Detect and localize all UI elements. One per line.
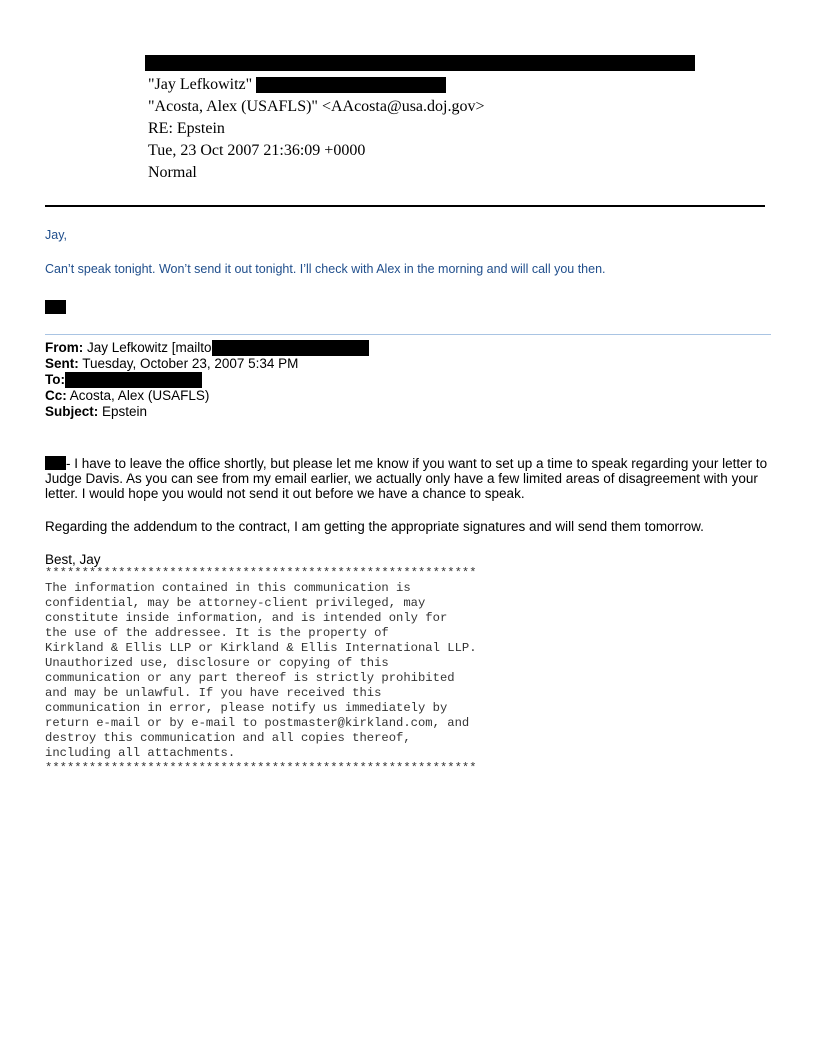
redaction-block: [256, 77, 446, 93]
header-importance-value: Normal: [148, 164, 197, 181]
forwarded-subject-label: Subject:: [45, 404, 99, 419]
signoff: Best, Jay: [45, 552, 101, 567]
forwarded-sent-value: Tuesday, October 23, 2007 5:34 PM: [82, 356, 299, 371]
forwarded-to-label: To:: [45, 372, 65, 387]
forwarded-divider: [45, 334, 771, 335]
forwarded-cc-value: Acosta, Alex (USAFLS): [69, 388, 210, 403]
header-cc-value: "Acosta, Alex (USAFLS)" <AAcosta@usa.doj.gov>: [148, 98, 485, 115]
forwarded-sent-row: [45, 356, 298, 372]
header-subject-value: RE: Epstein: [148, 120, 225, 137]
reply-body: Can’t speak tonight. Won’t send it out tonight. I’ll check with Alex in the morning and will call you then.: [45, 262, 606, 276]
disclaimer-stars-top: ***********************************************************: [45, 566, 477, 580]
redaction-block: [45, 300, 66, 314]
body-paragraph-1-line-3: letter. I would hope you would not send it out before we have a chance to speak.: [45, 486, 525, 501]
forwarded-sent-label: Sent:: [45, 356, 79, 371]
disclaimer-text: The information contained in this communication is confidential, may be attorney-client privileged, may constitute inside information, and is intended only for the use of the addressee. It is the property of Kirkland & Ellis LLP or Kirkland & Ellis International LLP. Unauthorized use, disclosure or copying of this communication or any part thereof is strictly prohibited and may be unlawful. If you have received this communication in error, please notify us immediately by return e-mail or by e-mail to postmaster@kirkland.com, and destroy this communication and all copies thereof, including all attachments.: [45, 581, 477, 760]
redaction-block: [65, 372, 202, 388]
body-paragraph-1-line-2: Judge Davis. As you can see from my email earlier, we actually only have a few limited areas of disagreement with your: [45, 471, 758, 486]
redaction-block: [145, 55, 695, 71]
forwarded-from-label: From:: [45, 340, 84, 355]
forwarded-subject-row: [45, 404, 147, 420]
forwarded-cc-label: Cc:: [45, 388, 67, 403]
forwarded-subject-value: Epstein: [102, 404, 148, 419]
body-paragraph-1-line-1: - I have to leave the office shortly, but please let me know if you want to set up a time to speak regarding your letter to: [66, 456, 768, 471]
disclaimer-stars-bottom: ***********************************************************: [45, 761, 477, 775]
header-date-value: Tue, 23 Oct 2007 21:36:09 +0000: [148, 142, 366, 159]
header-divider: [45, 205, 765, 207]
forwarded-to-row: [45, 372, 65, 388]
header-to-value: "Jay Lefkowitz": [148, 76, 253, 93]
forwarded-from-value: Jay Lefkowitz [mailto: [87, 340, 212, 355]
body-paragraph-2: Regarding the addendum to the contract, I am getting the appropriate signatures and will send them tomorrow.: [45, 519, 704, 534]
redaction-block: [212, 340, 369, 356]
redaction-block: [45, 456, 66, 470]
forwarded-cc-row: [45, 388, 209, 404]
forwarded-from-row: [45, 340, 212, 356]
reply-greeting: Jay,: [45, 228, 67, 242]
